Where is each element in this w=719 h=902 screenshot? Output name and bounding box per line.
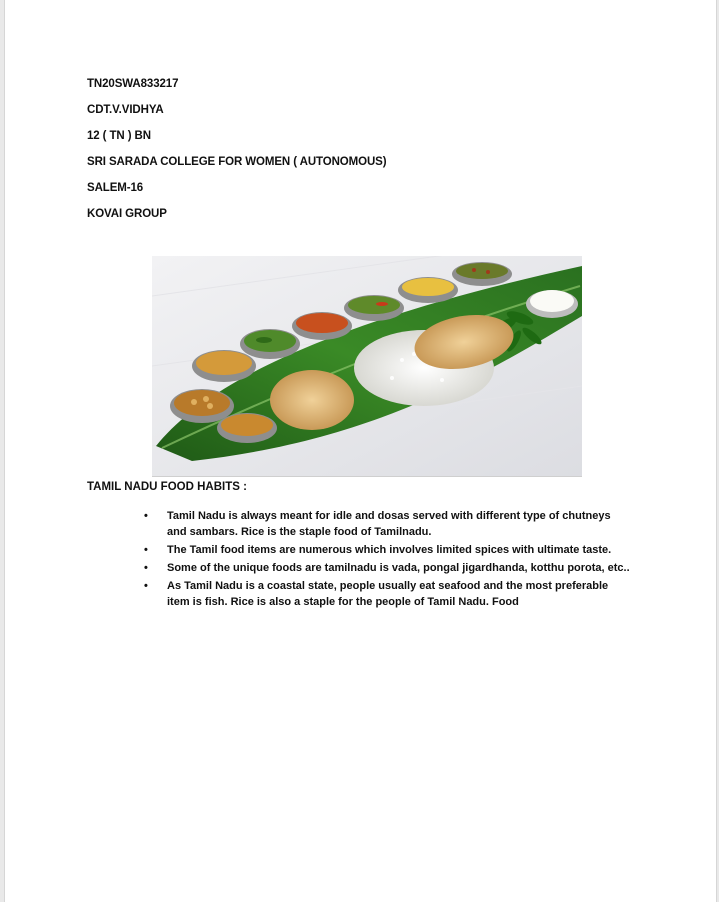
- list-item-text: Some of the unique foods are tamilnadu is vada, pongal jigardhanda, kotthu porota, etc..: [167, 562, 630, 574]
- list-item: [141, 578, 631, 610]
- college-name: SRI SARADA COLLEGE FOR WOMEN ( AUTONOMOUS): [87, 156, 387, 168]
- bullet-icon: •: [144, 544, 148, 556]
- list-item: [141, 542, 631, 558]
- bullet-icon: •: [144, 580, 148, 592]
- list-item: [141, 560, 631, 576]
- cadet-number: TN20SWA833217: [87, 78, 179, 90]
- group-name: KOVAI GROUP: [87, 208, 167, 220]
- banana-leaf-meal-photo: [152, 256, 582, 477]
- list-item-text: The Tamil food items are numerous which involves limited spices with ultimate taste.: [167, 544, 612, 556]
- list-item-text: Tamil Nadu is always meant for idle and dosas served with different type of chutneys and sambars. Rice is the staple food of Tamilnadu.: [167, 510, 611, 538]
- bullet-icon: •: [144, 510, 148, 522]
- section-heading: TAMIL NADU FOOD HABITS :: [87, 481, 247, 493]
- college-city: SALEM-16: [87, 182, 144, 194]
- document-page: [4, 0, 717, 902]
- list-item-text: As Tamil Nadu is a coastal state, people usually eat seafood and the most preferable item is fish. Rice is also a staple for the people of Tamil Nadu. Food: [167, 580, 609, 608]
- list-item: [141, 508, 631, 540]
- cadet-name: CDT.V.VIDHYA: [87, 104, 164, 116]
- food-habits-list: [141, 508, 631, 612]
- bullet-icon: •: [144, 562, 148, 574]
- battalion: 12 ( TN ) BN: [87, 130, 151, 142]
